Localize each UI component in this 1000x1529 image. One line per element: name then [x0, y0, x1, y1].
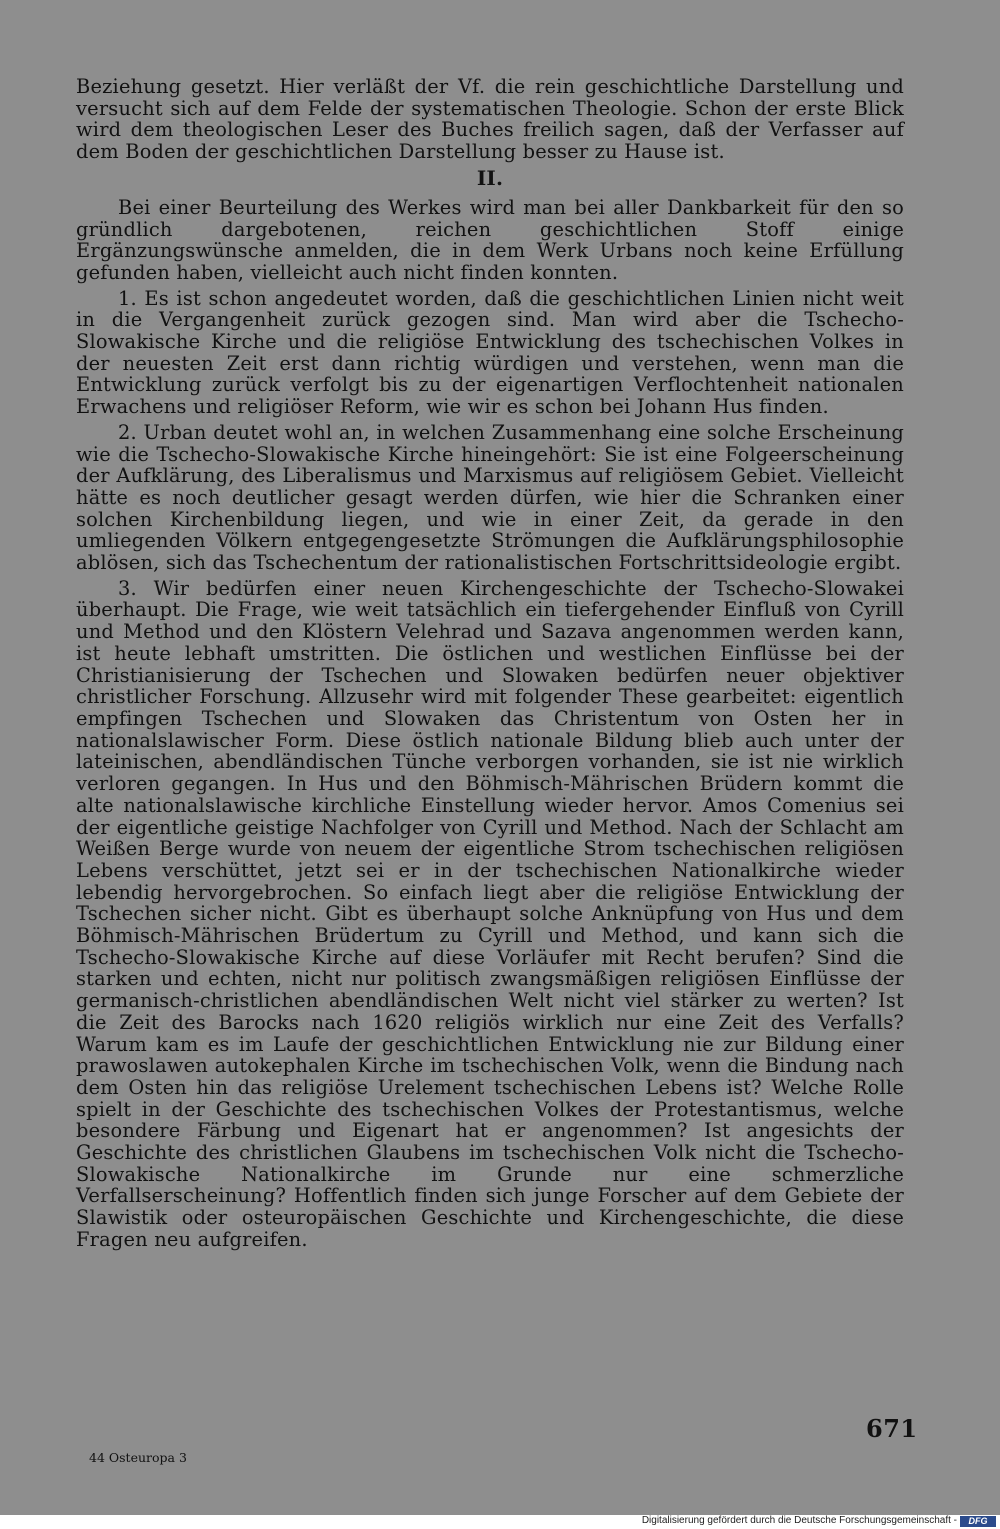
page-text-block	[76, 76, 904, 1251]
paragraph-point-1: 1. Es ist schon angedeutet worden, daß die geschichtlichen Linien nicht weit in die Vergangenheit zurück gezogen sind. Man wird aber die Tschecho-Slowakische Kirche und die religiöse Entwicklung des tschechischen Volkes in der neuesten Zeit erst dann richtig würdigen und verstehen, wenn man die Entwicklung zurück verfolgt bis zu der eigenartigen Verflochtenheit nationalen Erwachens und religiöser Reform, wie wir es schon bei Johann Hus finden.	[76, 286, 904, 419]
funding-credit: Digitalisierung gefördert durch die Deutsche Forschungsgemeinschaft -	[641, 1515, 957, 1526]
paragraph-continuation: Beziehung gesetzt. Hier verläßt der Vf. die rein geschichtliche Darstellung und versucht sich auf dem Felde der systematischen Theologie. Schon der erste Blick wird dem theologischen Leser des Buches freilich sagen, daß der Verfasser auf dem Boden der geschichtlichen Darstellung besser zu Hause ist.	[76, 75, 904, 164]
paragraph-point-2: 2. Urban deutet wohl an, in welchen Zusammenhang eine solche Erscheinung wie die Tschecho-Slowakische Kirche hineingehört: Sie ist eine Folgeerscheinung der Aufklärung, des Liberalismus und Marxismus auf religiösem Gebiet. Vielleicht hätte es noch deutlicher gesagt werden dürfen, wie hier die Schranken einer solchen Kirchenbildung liegen, und wie in einer Zeit, da gerade in den umliegenden Völkern entgegengesetzte Strömungen die Aufklärungsphilosophie ablösen, sich das Tschechentum der rationalistischen Fortschrittsideologie ergibt.	[76, 420, 904, 575]
section-heading: II.	[476, 165, 504, 190]
dfg-logo: DFG	[960, 1516, 996, 1527]
paragraph-intro: Bei einer Beurteilung des Werkes wird man bei aller Dankbarkeit für den so gründlich dargebotenen, reichen geschichtlichen Stoff einige Ergänzungswünsche anmelden, die in dem Werk Urbans noch keine Erfüllung gefunden haben, vielleicht auch nicht finden konnten.	[76, 195, 904, 284]
signature-mark: 44 Osteuropa 3	[89, 1450, 187, 1465]
digitization-footer	[0, 1515, 1000, 1529]
page-number: 671	[866, 1414, 918, 1443]
paragraph-point-3: 3. Wir bedürfen einer neuen Kirchengeschichte der Tschecho-Slowakei überhaupt. Die Frage, wie weit tatsächlich ein tiefergehender Einfluß von Cyrill und Method und den Klöstern Velehrad und Sazava angenommen werden kann, ist heute lebhaft umstritten. Die östlichen und westlichen Einflüsse bei der Christianisierung der Tschechen und Slowaken bedürfen neuer objektiver christlicher Forschung. Allzusehr wird mit folgender These gearbeitet: eigentlich empfingen Tschechen und Slowaken das Christentum von Osten her in nationalslawischer Form. Diese östlich nationale Bildung blieb auch unter der lateinischen, abendländischen Tünche verborgen vorhanden, sie ist nie wirklich verloren gegangen. In Hus und den Böhmisch-Mährischen Brüdern kommt die alte nationalslawische kirchliche Einstellung wieder hervor. Amos Comenius sei der eigentliche geistige Nachfolger von Cyrill und Method. Nach der Schlacht am Weißen Berge wurde von neuem der eigentliche Strom tschechischen religiösen Lebens verschüttet, jetzt sei er in der tschechischen Nationalkirche wieder lebendig hervorgebrochen. So einfach liegt aber die religiöse Entwicklung der Tschechen sicher nicht. Gibt es überhaupt solche Anknüpfung von Hus und dem Böhmisch-Mährischen Brüdertum zu Cyrill und Method, und kann sich die Tschecho-Slowakische Kirche auf diese Vorläufer mit Recht berufen? Sind die starken und echten, nicht nur politisch zwangsmäßigen religiösen Einflüsse der germanisch-christlichen abendländischen Welt nicht viel stärker zu werten? Ist die Zeit des Barocks nach 1620 religiös wirklich nur eine Zeit des Verfalls? Warum kam es im Laufe der geschichtlichen Entwicklung nie zur Bildung einer prawoslawen autokephalen Kirche im tschechischen Volk, wenn die Bindung nach dem Osten hin das religiöse Urelement tschechischen Lebens ist? Welche Rolle spielt in der Geschichte des tschechischen Volkes der Protestantismus, welche besondere Färbung und Eigenart hat er angenommen? Ist angesichts der Geschichte des christlichen Glaubens im tschechischen Volk nicht die Tschecho-Slowakische Nationalkirche im Grunde nur eine schmerzliche Verfallserscheinung? Hoffentlich finden sich junge Forscher auf dem Gebiete der Slawistik oder osteuropäischen Geschichte und Kirchengeschichte, die diese Fragen neu aufgreifen.	[76, 576, 904, 1251]
